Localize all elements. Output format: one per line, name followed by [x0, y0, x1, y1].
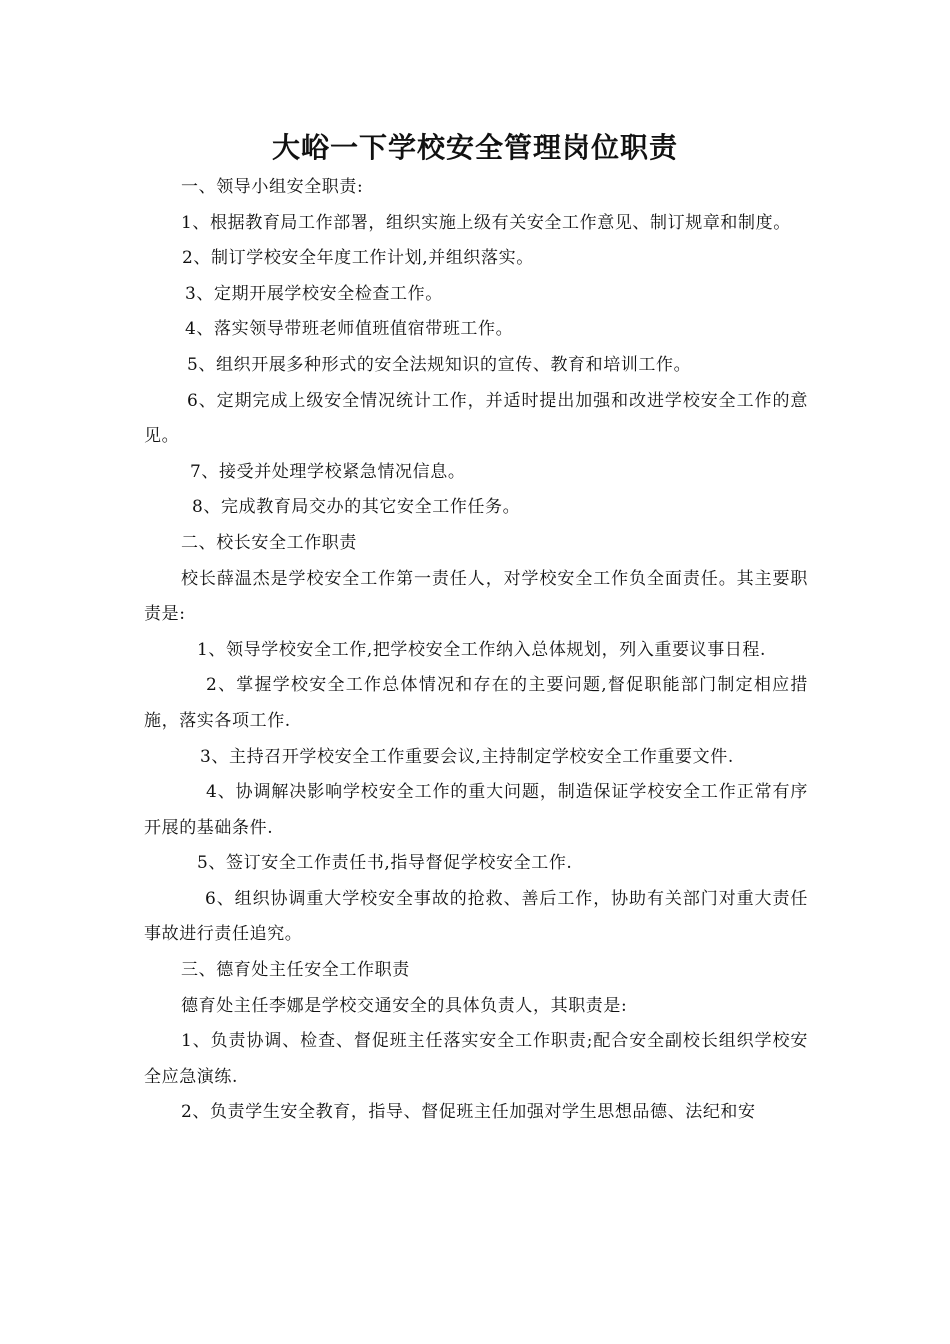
paragraph: 1、根据教育局工作部署，组织实施上级有关安全工作意见、制订规章和制度。 — [181, 212, 791, 233]
paragraph: 7、接受并处理学校紧急情况信息。 — [190, 461, 466, 482]
paragraph: 6、定期完成上级安全情况统计工作，并适时提出加强和改进学校安全工作的意见。 — [144, 390, 808, 447]
paragraph: 5、签订安全工作责任书,指导督促学校安全工作. — [197, 853, 573, 874]
section-heading-leadership: 一、领导小组安全职责: — [181, 177, 364, 197]
paragraph: 3、主持召开学校安全工作重要会议,主持制定学校安全工作重要文件. — [200, 746, 734, 767]
paragraph: 4、协调解决影响学校安全工作的重大问题，制造保证学校安全工作正常有序开展的基础条件. — [144, 782, 808, 838]
paragraph: 1、领导学校安全工作,把学校安全工作纳入总体规划，列入重要议事日程. — [197, 639, 767, 660]
section-heading-principal: 二、校长安全工作职责 — [181, 532, 357, 553]
paragraph: 3、定期开展学校安全检查工作。 — [185, 283, 443, 304]
document-body — [144, 170, 808, 1131]
paragraph: 2、负责学生安全教育，指导、督促班主任加强对学生思想品德、法纪和安 — [181, 1102, 756, 1123]
paragraph: 4、落实领导带班老师值班值宿带班工作。 — [185, 319, 514, 340]
section-heading-moral-education: 三、德育处主任安全工作职责 — [181, 960, 410, 981]
paragraph: 8、完成教育局交办的其它安全工作任务。 — [192, 497, 521, 518]
paragraph: 2、制订学校安全年度工作计划,并组织落实。 — [182, 248, 534, 269]
paragraph: 5、组织开展多种形式的安全法规知识的宣传、教育和培训工作。 — [187, 354, 692, 375]
paragraph: 校长薛温杰是学校安全工作第一责任人，对学校安全工作负全面责任。其主要职责是: — [144, 568, 808, 625]
paragraph: 1、负责协调、检查、督促班主任落实安全工作职责;配合安全副校长组织学校安全应急演练. — [144, 1031, 808, 1087]
paragraph: 德育处主任李娜是学校交通安全的具体负责人，其职责是: — [181, 995, 628, 1016]
document-title: 大峪一下学校安全管理岗位职责 — [271, 131, 678, 164]
paragraph: 6、组织协调重大学校安全事故的抢救、善后工作，协助有关部门对重大责任事故进行责任追究。 — [144, 888, 808, 945]
paragraph: 2、掌握学校安全工作总体情况和存在的主要问题,督促职能部门制定相应措施，落实各项工作. — [144, 675, 808, 731]
